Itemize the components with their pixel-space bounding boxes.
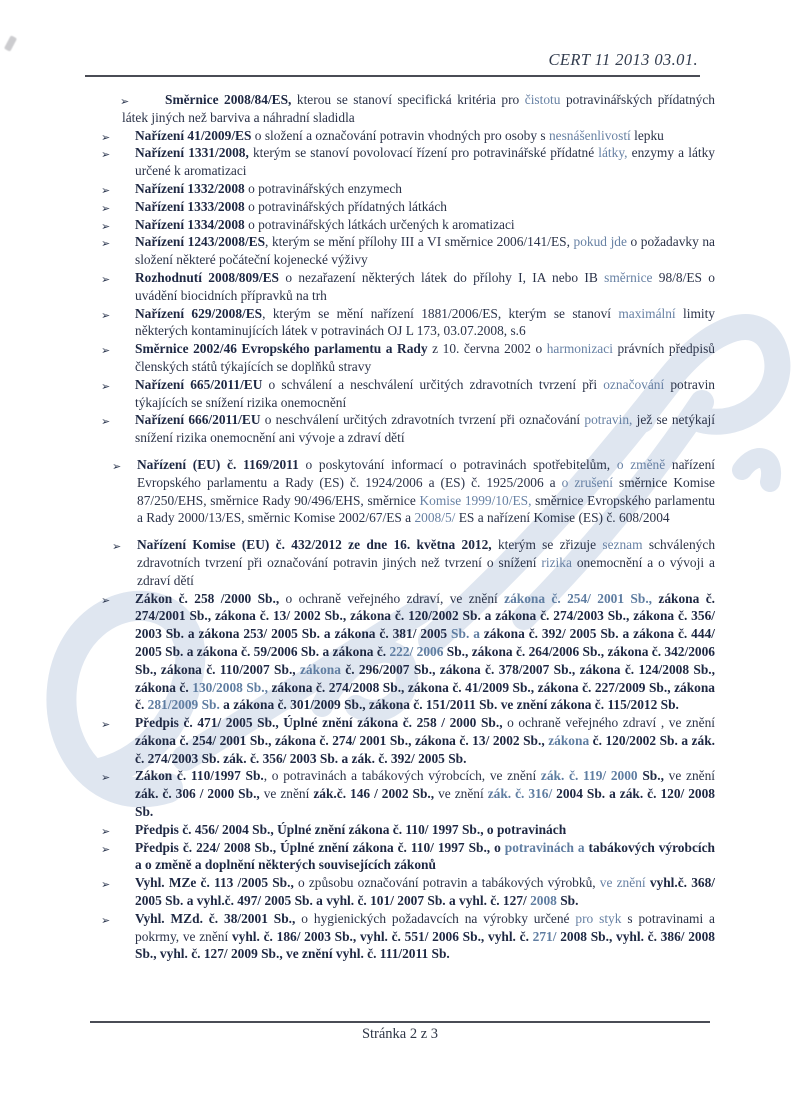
- list-item: [85, 874, 715, 910]
- text-run: harmonizaci: [546, 341, 613, 357]
- text-run: Nařízení 666/2011/EU: [135, 412, 261, 428]
- text-run: zák. č. 306 / 2000 Sb.,: [135, 786, 260, 802]
- text-run: potravinářských přídatných látek jiných než barviva a náhradní sladidla: [122, 92, 716, 125]
- text-run: Nařízení 1333/2008: [135, 198, 245, 214]
- text-run: pokud jde: [573, 234, 627, 250]
- text-run: jež se netýkají snížení rizika onemocnění ani vývoje a zdraví dětí: [135, 412, 715, 446]
- bullet-arrow-icon: ➢: [101, 344, 111, 358]
- text-run: kterým se zřizuje: [491, 537, 603, 553]
- text-run: 2008 Sb., vyhl. č. 386/ 2008 Sb., vyhl. č. 127/ 2009 Sb., ve znění vyhl. č. 111/2011 Sb.: [135, 928, 715, 962]
- list-item: [85, 91, 715, 127]
- text-run: schválených zdravotních tvrzení při označování potravin jiných než tvrzení o snížení: [137, 537, 716, 570]
- text-run: ve znění: [434, 786, 488, 802]
- header-rule: [85, 75, 700, 77]
- text-run: onemocnění a o vývoji a zdraví dětí: [137, 554, 715, 588]
- list-item: [85, 198, 715, 216]
- text-run: Rozhodnutí 2008/809/ES: [135, 269, 279, 285]
- text-run: 2008/5/: [414, 510, 456, 526]
- list-item: [85, 180, 715, 198]
- bullet-arrow-icon: ➢: [112, 459, 122, 473]
- text-run: zákona č. 254/ 2001 Sb., zákona č. 274/ 2001 Sb., zákona č. 13/ 2002 Sb.,: [135, 732, 549, 748]
- text-run: 130/2008 Sb.,: [192, 679, 268, 695]
- text-run: o zrušení: [561, 474, 613, 490]
- list-item: [85, 269, 715, 305]
- list-item: [85, 144, 715, 180]
- text-run: , kterým se mění přílohy III a VI směrnice 2006/141/ES,: [265, 234, 574, 250]
- text-run: enzymy a látky určené k aromatizaci: [135, 145, 715, 179]
- text-run: seznam: [602, 537, 643, 553]
- text-run: zák. č. 119/ 2000: [540, 768, 638, 784]
- text-run: o potravinářských látkách určených k aromatizaci: [244, 216, 515, 232]
- bullet-arrow-icon: ➢: [101, 308, 111, 322]
- text-run: o potravinářských přídatných látkách: [244, 198, 447, 214]
- list-item: [85, 305, 715, 341]
- text-run: a zákona č. 301/2009 Sb., zákona č. 151/2011 Sb. ve znění zákona č. 115/2012 Sb.: [219, 697, 679, 713]
- bullet-arrow-icon: ➢: [101, 201, 111, 215]
- text-run: pro styk: [575, 910, 622, 926]
- text-run: právních předpisů členských států týkajících se doplňků stravy: [135, 341, 715, 374]
- text-run: , kterým se mění nařízení 1881/2006/ES, kterým se stanoví: [262, 305, 619, 321]
- text-run: Směrnice 2002/46 Evropského parlamentu a Rady: [135, 341, 428, 357]
- text-run: Nařízení 1331/2008,: [135, 145, 249, 161]
- text-run: potravin týkajících se snížení rizika onemocnění: [135, 376, 715, 410]
- text-run: o požadavky na složení některé počáteční kojenecké výživy: [135, 234, 715, 268]
- bullet-arrow-icon: ➢: [101, 219, 111, 233]
- bullet-arrow-icon: ➢: [101, 771, 111, 785]
- text-run: 98/8/ES o uvádění biocidních přípravků na trh: [135, 269, 715, 303]
- content-list: [85, 91, 715, 963]
- text-run: zák.č. 146 / 2002 Sb.,: [313, 786, 435, 802]
- bullet-arrow-icon: ➢: [101, 148, 111, 162]
- text-run: č. 296/2007 Sb., zákona č. 378/2007 Sb., zákona č. 124/2008 Sb., zákona č.: [135, 661, 715, 695]
- text-run: o změně: [616, 456, 666, 472]
- text-run: Nařízení (EU) č. 1169/2011: [137, 456, 299, 472]
- text-run: Komise 1999/10/ES,: [419, 492, 532, 508]
- text-run: zák. č. 316/: [487, 786, 553, 802]
- bullet-arrow-icon: ➢: [101, 824, 111, 838]
- list-item: [85, 839, 715, 875]
- bullet-arrow-icon: ➢: [101, 593, 111, 607]
- text-run: o neschválení určitých zdravotních tvrzení při označování: [260, 412, 585, 428]
- text-run: Předpis č. 456/ 2004 Sb., Úplné znění zákona č. 110/ 1997 Sb., o potravinách: [135, 821, 567, 837]
- bullet-arrow-icon: ➢: [101, 272, 111, 286]
- text-run: Nařízení Komise (EU) č. 432/2012 ze dne 16. května 2012,: [137, 537, 492, 553]
- list-item: [85, 411, 715, 447]
- text-run: vyhl.č. 368/ 2005 Sb. a vyhl.č. 497/ 2005 Sb. a vyhl. č. 101/ 2007 Sb. a vyhl. č. 127/: [135, 875, 715, 909]
- list-item: [85, 340, 715, 376]
- text-run: zákona: [548, 732, 590, 748]
- text-run: č. 120/2002 Sb. a zák. č. 274/2003 Sb. zák. č. 356/ 2003 Sb. a zák. č. 392/ 2005 Sb.: [135, 732, 715, 766]
- bullet-arrow-icon: ➢: [101, 130, 111, 144]
- text-run: kterým se stanoví povolovací řízení pro potravinářské přídatné: [248, 145, 599, 161]
- document-code-header: CERT 11 2013 03.01.: [548, 50, 698, 69]
- text-run: Nařízení 1332/2008: [135, 180, 245, 196]
- text-run: ve znění: [599, 875, 646, 891]
- page-number-label: Stránka 2 z 3: [361, 1026, 439, 1042]
- text-run: Nařízení 1334/2008: [135, 216, 245, 232]
- text-run: o poskytování informací o potravinách spotřebitelům,: [298, 456, 617, 472]
- text-run: o nezařazení některých látek do přílohy I, IA nebo IB: [279, 269, 605, 285]
- list-item: [85, 233, 715, 269]
- text-run: o ochraně veřejného zdraví , ve znění: [502, 715, 715, 731]
- text-run: látky,: [598, 145, 628, 161]
- text-run: 271/: [532, 928, 557, 944]
- list-item: [85, 127, 715, 145]
- text-run: o schválení a neschválení určitých zdravotních tvrzení při: [262, 376, 604, 392]
- text-run: Zákon č. 110/1997 Sb.: [135, 768, 264, 784]
- bullet-arrow-icon: ➢: [101, 183, 111, 197]
- text-run: zákona: [299, 661, 341, 677]
- text-run: Vyhl. MZe č. 113 /2005 Sb.,: [135, 875, 294, 891]
- text-run: Zákon č. 258 /2000 Sb.,: [135, 590, 280, 606]
- list-item: [85, 590, 715, 715]
- text-run: Sb., zákona č. 264/2006 Sb., zákona č. 342/2006 Sb., zákona č. 110/2007 Sb.,: [135, 643, 715, 677]
- text-run: z 10. června 2002 o: [427, 341, 547, 357]
- list-item: [85, 910, 715, 963]
- bullet-arrow-icon: ➢: [101, 379, 111, 393]
- text-run: Předpis č. 471/ 2005 Sb., Úplné znění zákona č. 258 / 2000 Sb.,: [135, 715, 503, 731]
- text-run: čistotu: [524, 92, 561, 107]
- text-run: vyhl. č. 186/ 2003 Sb., vyhl. č. 551/ 2006 Sb., vyhl. č.: [231, 928, 533, 944]
- bullet-arrow-icon: ➢: [101, 415, 111, 429]
- list-item: [85, 821, 715, 839]
- text-run: kterou se stanoví specifická kritéria pro: [291, 92, 525, 107]
- text-run: o způsobu označování potravin a tabákových výrobků,: [293, 875, 600, 891]
- list-item: [85, 714, 715, 767]
- text-run: potravin,: [584, 412, 633, 428]
- text-run: s potravinami a pokrmy, ve znění: [135, 910, 716, 944]
- text-run: zákona č. 274/2008 Sb., zákona č. 41/2009 Sb., zákona č. 227/2009 Sb., zákona č.: [135, 679, 715, 713]
- bullet-arrow-icon: ➢: [120, 95, 130, 108]
- text-run: potravinách a: [504, 839, 585, 855]
- bullet-arrow-icon: ➢: [101, 913, 111, 927]
- text-run: Nařízení 1243/2008/ES: [135, 234, 266, 250]
- text-run: směrnice: [604, 269, 653, 285]
- list-item: [85, 767, 715, 820]
- text-run: zákona č. 392/ 2005 Sb. a zákona č. 444/ 2005 Sb. a zákona č. 59/2006 Sb. a zákona č.: [135, 626, 715, 659]
- text-run: o potravinářských enzymech: [244, 180, 402, 196]
- text-run: ve znění: [663, 768, 715, 784]
- text-run: limity některých kontaminujících látek v potravinách OJ L 173, 03.07.2008, s.6: [135, 305, 716, 339]
- text-run: o ochraně veřejného zdraví, ve znění: [279, 590, 505, 606]
- text-run: ES a nařízení Komise (ES) č. 608/2004: [455, 510, 670, 526]
- text-run: Sb.: [556, 893, 579, 909]
- list-item: [85, 456, 715, 527]
- text-run: označování: [603, 376, 665, 392]
- text-run: o hygienických požadavcích na výrobky určené: [295, 910, 576, 926]
- text-run: 2008: [530, 893, 557, 909]
- bullet-arrow-icon: ➢: [112, 540, 122, 554]
- bullet-arrow-icon: ➢: [101, 718, 111, 732]
- text-run: Sb.,: [637, 768, 664, 784]
- bullet-arrow-icon: ➢: [101, 878, 111, 892]
- text-run: Směrnice 2008/84/ES,: [165, 92, 292, 107]
- text-run: Předpis č. 224/ 2008 Sb., Úplné znění zákona č. 110/ 1997 Sb., o: [135, 839, 505, 855]
- text-run: o složení a označování potravin vhodných pro osoby s: [251, 127, 549, 143]
- text-run: zákona č. 254/ 2001 Sb.,: [504, 590, 653, 606]
- text-run: nesnášenlivostí: [548, 127, 631, 143]
- text-run: Vyhl. MZd. č. 38/2001 Sb.,: [135, 910, 296, 926]
- text-run: lepku: [630, 127, 664, 143]
- text-run: , o potravinách a tabákových výrobcích, ve znění: [263, 768, 541, 784]
- text-run: Nařízení 665/2011/EU: [135, 376, 263, 392]
- text-run: rizika: [541, 554, 572, 570]
- text-run: směrnice Komise 87/250/EHS, směrnice Rady 90/496/EHS, směrnice: [137, 474, 716, 508]
- text-run: 222/ 2006: [389, 643, 444, 659]
- bullet-arrow-icon: ➢: [101, 237, 111, 251]
- text-run: 2004 Sb. a zák. č. 120/ 2008 Sb.: [135, 786, 716, 820]
- text-run: nařízení Evropského parlamentu a Rady (ES) č. 1924/2006 a (ES) č. 1925/2006 a: [137, 456, 716, 490]
- text-run: maximální: [618, 305, 676, 321]
- text-run: tabákových výrobcích a o změně a doplnění některých souvisejících zákonů: [135, 839, 715, 873]
- bullet-arrow-icon: ➢: [101, 842, 111, 856]
- footer-rule: [90, 1021, 710, 1023]
- text-run: Nařízení 629/2008/ES: [135, 305, 263, 321]
- text-run: Nařízení 41/2009/ES: [135, 127, 252, 143]
- text-run: 281/2009 Sb.: [147, 697, 220, 713]
- text-run: Sb. a: [451, 626, 480, 642]
- text-run: ve znění: [259, 786, 314, 802]
- list-item: [85, 376, 715, 412]
- list-item: [85, 216, 715, 234]
- text-run: směrnice Evropského parlamentu a Rady 2000/13/ES, směrnic Komise 2002/67/ES a: [137, 492, 716, 526]
- text-run: zákona č. 274/2001 Sb., zákona č. 13/ 2002 Sb., zákona č. 120/2002 Sb. a zákona č. 274/2003 Sb., zákona č. 356/ 2003 Sb. a zákona 253/ 2005 Sb. a zákona č. 381/ 2005: [135, 590, 715, 642]
- list-item: [85, 536, 715, 589]
